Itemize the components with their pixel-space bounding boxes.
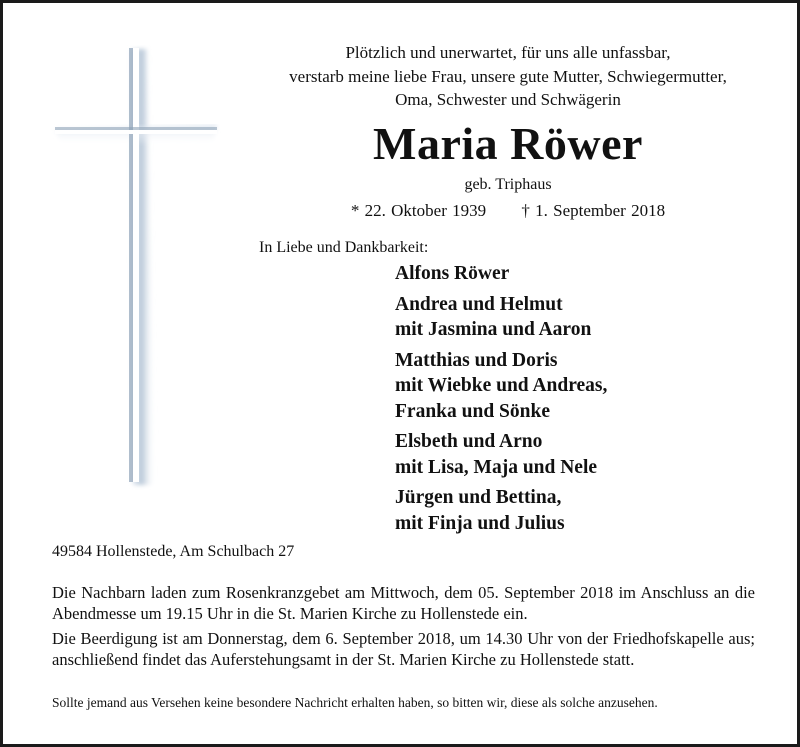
intro-line: Plötzlich und unerwartet, für uns alle unfassbar, <box>345 43 671 62</box>
family-member-line: mit Lisa, Maja und Nele <box>395 456 598 478</box>
intro-line: verstarb meine liebe Frau, unsere gute Mutter, Schwiegermutter, <box>289 66 727 86</box>
deceased-name: Maria Röwer <box>373 118 643 169</box>
family-member-line: mit Wiebke und Andreas, <box>395 375 608 396</box>
family-member-line: Andrea und Helmut <box>395 293 563 315</box>
death-date: † 1. September 2018 <box>521 201 666 220</box>
intro-line: Oma, Schwester und Schwägerin <box>395 90 621 109</box>
family-group <box>395 485 607 536</box>
family-member-line: Elsbeth und Arno <box>395 431 543 452</box>
family-group <box>395 348 607 425</box>
birth-name: geb. Triphaus <box>464 176 552 193</box>
family-member-line: mit Jasmina und Aaron <box>395 319 592 340</box>
intro-text <box>243 41 773 112</box>
footnote: Sollte jemand aus Versehen keine besondere Nachricht erhalten haben, so bitten wir, diese als solche anzusehen. <box>52 695 658 710</box>
funeral-notice: Die Beerdigung ist am Donnerstag, dem 6. September 2018, um 14.30 Uhr von der Friedhofskapelle aus; anschließend findet das Auferstehungsamt in der St. Marien Kirche zu Hollenstede statt. <box>52 629 755 669</box>
family-member-line: mit Finja und Julius <box>395 512 565 534</box>
family-group <box>395 292 607 343</box>
thanks-heading: In Liebe und Dankbarkeit: <box>259 239 429 256</box>
family-group <box>395 429 607 480</box>
rosary-notice: Die Nachbarn laden zum Rosenkranzgebet am Mittwoch, dem 05. September 2018 im Anschluss an die Abendmesse um 19.15 Uhr in die St. Marien Kirche zu Hollenstede ein. <box>52 583 755 623</box>
life-dates <box>233 201 783 221</box>
address: 49584 Hollenstede, Am Schulbach 27 <box>52 543 295 560</box>
family-member-line: Jürgen und Bettina, <box>395 487 562 508</box>
cross-icon <box>51 45 221 490</box>
family-list <box>395 261 607 541</box>
family-member-line: Franka und Sönke <box>395 400 550 422</box>
family-member-line: Alfons Röwer <box>395 263 510 284</box>
family-member-line: Matthias und Doris <box>395 349 558 371</box>
birth-date: * 22. Oktober 1939 <box>350 201 487 220</box>
family-group <box>395 261 607 287</box>
